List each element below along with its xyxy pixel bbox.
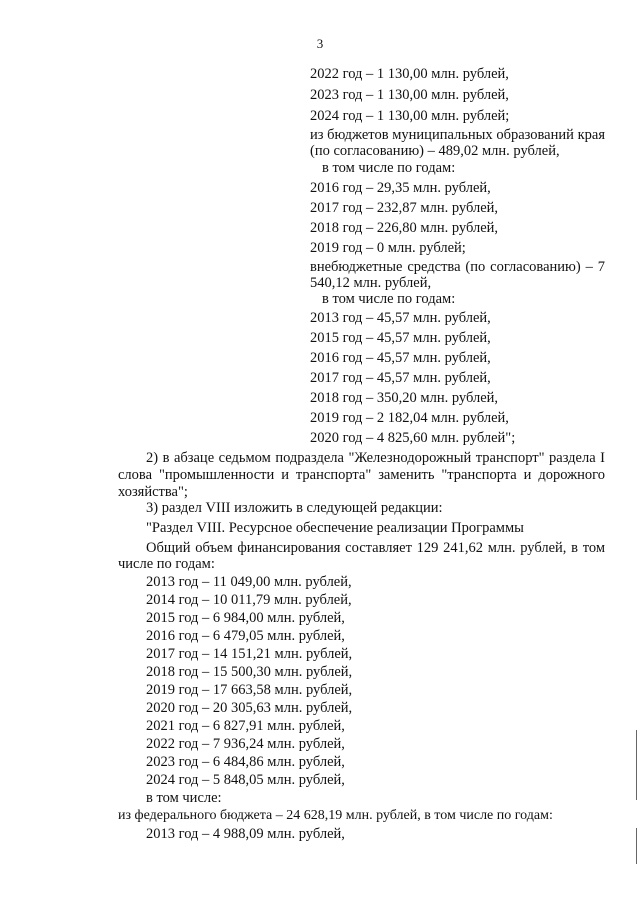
list-item: 2023 год – 6 484,86 млн. рублей, xyxy=(146,754,345,770)
list-item: 2022 год – 7 936,24 млн. рублей, xyxy=(146,736,345,752)
list-item: 2017 год – 45,57 млн. рублей, xyxy=(310,370,491,386)
extrabudget-text: внебюджетные средства (по согласованию) – 7 540,12 млн. рублей, xyxy=(310,259,605,291)
list-item: 2023 год – 1 130,00 млн. рублей, xyxy=(310,87,509,103)
federal-budget-text: из федерального бюджета – 24 628,19 млн. рублей, в том числе по годам: xyxy=(118,808,553,823)
by-years-label: в том числе по годам: xyxy=(322,291,456,307)
list-item: 2013 год – 45,57 млн. рублей, xyxy=(310,310,491,326)
list-item: 2017 год – 14 151,21 млн. рублей, xyxy=(146,646,353,662)
list-item: 2016 год – 29,35 млн. рублей, xyxy=(310,180,491,196)
list-item: 2019 год – 0 млн. рублей; xyxy=(310,240,466,256)
page-number: 3 xyxy=(316,36,324,51)
list-item: 2019 год – 17 663,58 млн. рублей, xyxy=(146,682,353,698)
list-item: 2014 год – 10 011,79 млн. рублей, xyxy=(146,592,352,608)
list-item: 2015 год – 6 984,00 млн. рублей, xyxy=(146,610,345,626)
municipal-budget-text: из бюджетов муниципальных образований края (по согласованию) – 489,02 млн. рублей, xyxy=(310,127,605,159)
list-item: 2020 год – 20 305,63 млн. рублей, xyxy=(146,700,353,716)
list-item: 2018 год – 350,20 млн. рублей, xyxy=(310,390,499,406)
list-item: 2013 год – 4 988,09 млн. рублей, xyxy=(146,826,345,842)
list-item: 2020 год – 4 825,60 млн. рублей"; xyxy=(310,430,516,446)
list-item: 2015 год – 45,57 млн. рублей, xyxy=(310,330,491,346)
list-item: 2017 год – 232,87 млн. рублей, xyxy=(310,200,499,216)
list-item: 2013 год – 11 049,00 млн. рублей, xyxy=(146,574,352,590)
scan-edge-mark xyxy=(636,828,637,864)
list-item: 2024 год – 5 848,05 млн. рублей, xyxy=(146,772,345,788)
section-title: "Раздел VIII. Ресурсное обеспечение реализации Программы xyxy=(146,520,524,536)
list-item: 2019 год – 2 182,04 млн. рублей, xyxy=(310,410,509,426)
total-funding-text: Общий объем финансирования составляет 129 241,62 млн. рублей, в том числе по годам: xyxy=(118,540,605,572)
list-item: 2018 год – 15 500,30 млн. рублей, xyxy=(146,664,353,680)
list-item: 2022 год – 1 130,00 млн. рублей, xyxy=(310,66,509,82)
list-item: 2016 год – 6 479,05 млн. рублей, xyxy=(146,628,345,644)
list-item: 2021 год – 6 827,91 млн. рублей, xyxy=(146,718,345,734)
paragraph-item-2: 2) в абзаце седьмом подраздела "Железнодорожный транспорт" раздела I слова "промышленности и транспорта" заменить "транспорта и дорожного хозяйства"; xyxy=(118,450,605,500)
including-label: в том числе: xyxy=(146,790,222,806)
list-item: 2024 год – 1 130,00 млн. рублей; xyxy=(310,108,510,124)
by-years-label: в том числе по годам: xyxy=(322,160,456,176)
list-item: 2018 год – 226,80 млн. рублей, xyxy=(310,220,499,236)
scan-edge-mark xyxy=(636,730,637,800)
list-item: 2016 год – 45,57 млн. рублей, xyxy=(310,350,491,366)
paragraph-item-3: 3) раздел VIII изложить в следующей редакции: xyxy=(146,500,443,516)
